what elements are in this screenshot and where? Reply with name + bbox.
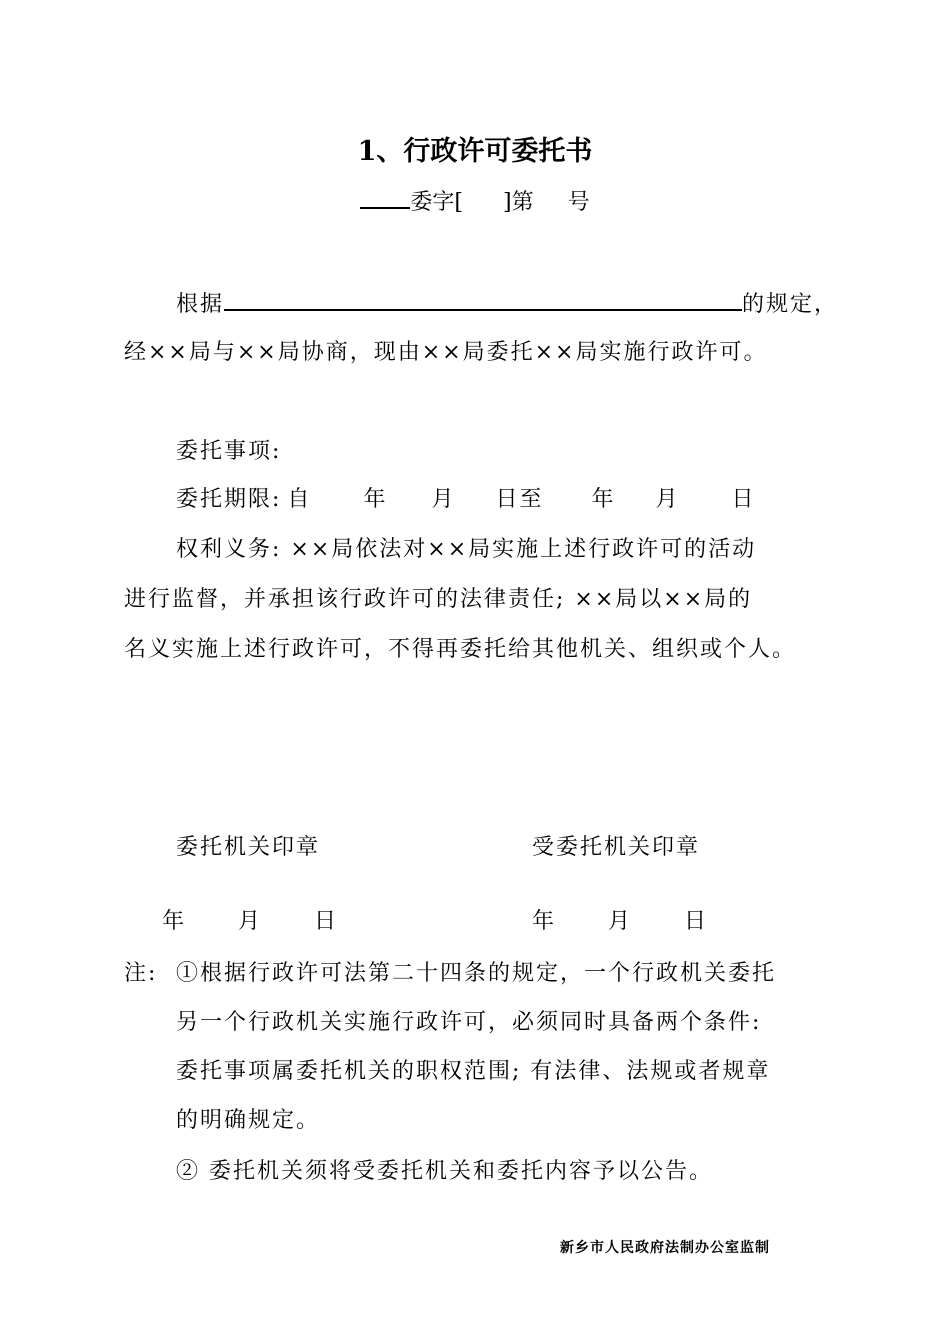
left-date — [162, 906, 338, 938]
basis-suffix: 的规定， — [742, 292, 839, 317]
left-date-day: 日 — [314, 909, 339, 934]
basis-blank — [224, 285, 742, 311]
period-year1: 年 — [363, 487, 388, 512]
period-day-to: 日至 — [495, 487, 544, 512]
doc-number-label: 号 — [567, 190, 590, 215]
right-date — [532, 906, 708, 938]
matters-label: 委托事项: — [176, 439, 282, 464]
document-title: 1、行政许可委托书 — [357, 136, 593, 167]
note-line-3: 委托事项属委托机关的职权范围; 有法律、法规或者规章 — [176, 1059, 771, 1084]
note-line-1: ①根据行政许可法第二十四条的规定，一个行政机关委托 — [176, 961, 777, 986]
right-date-day: 日 — [684, 909, 709, 934]
doc-number-bracket-close: ]第 — [502, 190, 534, 215]
period-month2: 月 — [655, 487, 680, 512]
note-line-5: ② 委托机关须将受委托机关和委托内容予以公告。 — [176, 1159, 713, 1184]
period-from: 自 — [287, 487, 312, 512]
entrusting-seal-label: 委托机关印章 — [176, 835, 321, 860]
right-date-month: 月 — [608, 909, 633, 934]
basis-line — [176, 285, 838, 321]
note-line-4: 的明确规定。 — [176, 1108, 321, 1133]
right-date-year: 年 — [532, 909, 557, 934]
rights-line-2: 进行监督，并承担该行政许可的法律责任; ××局以××局的 — [124, 587, 753, 612]
consult-line: 经××局与××局协商，现由××局委托××局实施行政许可。 — [124, 340, 768, 365]
entrusted-seal-label: 受委托机关印章 — [532, 835, 701, 860]
period-line — [176, 484, 756, 516]
period-month1: 月 — [431, 487, 456, 512]
doc-number-prefix-blank — [360, 185, 410, 209]
basis-prefix: 根据 — [176, 292, 225, 317]
footer-issuer: 新乡市人民政府法制办公室监制 — [560, 1240, 770, 1256]
rights-line-3: 名义实施上述行政许可，不得再委托给其他机关、组织或个人。 — [124, 637, 797, 662]
doc-number-prefix: 委字[ — [410, 190, 463, 215]
document-number — [0, 185, 950, 219]
period-label: 委托期限: — [176, 487, 282, 512]
period-year2: 年 — [591, 487, 616, 512]
rights-line-1: 权利义务: ××局依法对××局实施上述行政许可的活动 — [176, 537, 757, 562]
notes-label: 注: — [124, 961, 158, 986]
left-date-month: 月 — [238, 909, 263, 934]
note-line-2: 另一个行政机关实施行政许可，必须同时具备两个条件: — [176, 1010, 762, 1035]
period-day2: 日 — [731, 487, 756, 512]
left-date-year: 年 — [162, 909, 187, 934]
